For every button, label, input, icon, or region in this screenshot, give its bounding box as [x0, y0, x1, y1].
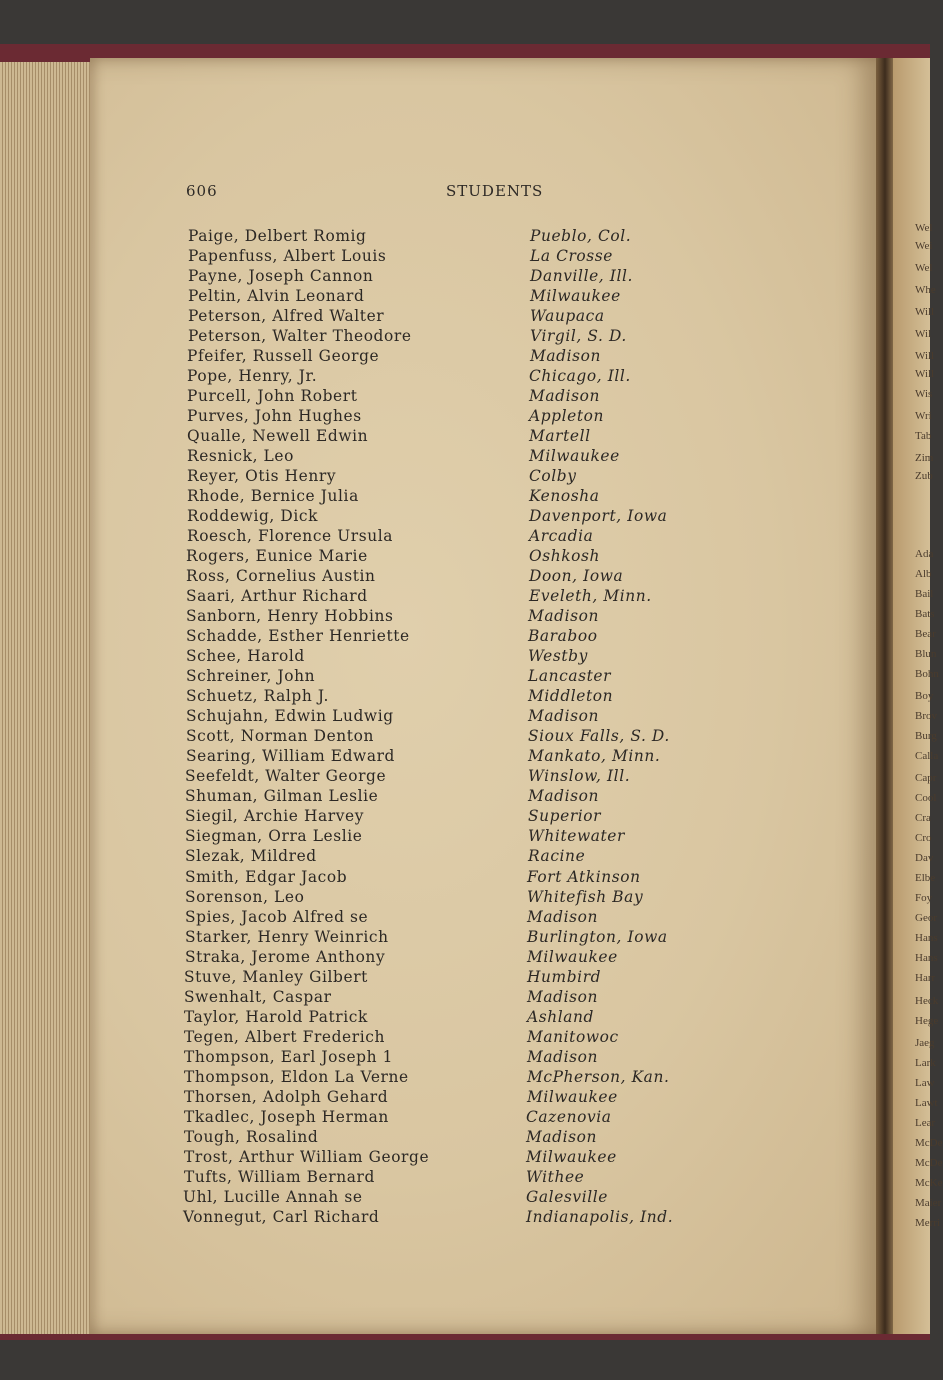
facing-page-fragment: Hege [915, 1015, 939, 1027]
list-item [0, 1108, 930, 1128]
student-name: Pope, Henry, Jr. [187, 367, 318, 386]
student-name: Siegman, Orra Leslie [185, 827, 363, 846]
student-name: Smith, Edgar Jacob [185, 867, 348, 886]
student-hometown: Westby [528, 647, 588, 666]
list-item [0, 467, 930, 487]
student-hometown: Fort Atkinson [527, 867, 641, 886]
student-name: Saari, Arthur Richard [186, 587, 368, 606]
facing-page-fragment: Bohn [915, 668, 939, 680]
facing-page-fragment: Dav [915, 852, 934, 864]
student-hometown: Lancaster [528, 667, 612, 686]
facing-page-fragment: Elbe [915, 872, 936, 884]
facing-page-fragment: Lark [915, 1057, 936, 1069]
student-hometown: Davenport, Iowa [529, 507, 668, 526]
facing-page-fragment: Wei [915, 240, 933, 252]
student-hometown: Madison [526, 1127, 597, 1146]
student-name: Tough, Rosalind [184, 1127, 319, 1146]
student-hometown: Milwaukee [526, 1147, 617, 1166]
student-hometown: Madison [530, 347, 601, 366]
facing-page-fragment: Hans [915, 932, 938, 944]
student-name: Peterson, Alfred Walter [188, 307, 385, 326]
student-hometown: Madison [527, 987, 598, 1006]
list-item [0, 1168, 930, 1188]
student-hometown: Doon, Iowa [529, 567, 624, 586]
facing-page-fragment: Alb [915, 568, 932, 580]
student-hometown: Ashland [527, 1007, 594, 1026]
facing-page-fragment: Bail [915, 588, 934, 600]
facing-page-fragment: McKe [915, 1177, 943, 1189]
student-hometown: Eveleth, Minn. [529, 587, 652, 606]
student-name: Peltin, Alvin Leonard [188, 287, 365, 306]
student-name: Siegil, Archie Harvey [185, 807, 365, 826]
list-item [0, 427, 930, 447]
student-hometown: Milwaukee [527, 1087, 618, 1106]
student-hometown: Sioux Falls, S. D. [528, 727, 670, 746]
page-header [0, 182, 930, 204]
list-item [0, 1088, 930, 1108]
facing-page-fragment: Ada [915, 548, 934, 560]
list-item [0, 367, 930, 387]
list-item [0, 1048, 930, 1068]
list-item [0, 607, 930, 627]
facing-page-fragment: Wis [915, 388, 933, 400]
list-item [0, 387, 933, 407]
facing-page-fragment: Cool [915, 792, 937, 804]
student-name: Slezak, Mildred [185, 847, 317, 866]
list-item [0, 868, 930, 888]
facing-page-fragment: Law [915, 1077, 935, 1089]
student-hometown: Manitowoc [527, 1027, 619, 1046]
list-item [0, 507, 930, 527]
student-name: Purves, John Hughes [187, 407, 362, 426]
student-name: Stuve, Manley Gilbert [184, 967, 368, 986]
student-name: Sorenson, Leo [185, 887, 305, 906]
student-hometown: Galesville [526, 1187, 608, 1206]
facing-page-fragment: Bats [915, 608, 935, 620]
list-item [0, 447, 930, 467]
facing-page-fragment: Bear [915, 628, 936, 640]
student-hometown: Winslow, Ill. [528, 767, 631, 786]
student-name: Spies, Jacob Alfred se [185, 907, 369, 926]
student-hometown: Oshkosh [529, 547, 601, 566]
student-hometown: Superior [528, 807, 602, 826]
student-name: Straka, Jerome Anthony [185, 947, 386, 966]
list-item [0, 908, 930, 928]
facing-page-fragment: Cro [915, 832, 932, 844]
facing-page-fragment: Wel [915, 222, 933, 234]
facing-page-fragment: Geor [915, 912, 937, 924]
student-hometown: Withee [526, 1167, 585, 1186]
student-hometown: Madison [528, 787, 599, 806]
student-hometown: Whitefish Bay [527, 887, 644, 906]
list-item [0, 667, 930, 687]
student-hometown: Milwaukee [527, 947, 618, 966]
facing-page-fragment: Calla [915, 750, 939, 762]
student-name: Sanborn, Henry Hobbins [186, 607, 394, 626]
student-name: Thorsen, Adolph Gehard [184, 1087, 389, 1106]
student-name: Ross, Cornelius Austin [186, 567, 376, 586]
student-name: Pfeifer, Russell George [187, 347, 380, 366]
student-name: Trost, Arthur William George [184, 1147, 430, 1166]
facing-page-fragment: Will [915, 306, 935, 318]
student-hometown: Madison [528, 607, 599, 626]
facing-page-fragment: Harr [915, 972, 936, 984]
student-hometown: Cazenovia [526, 1107, 612, 1126]
student-hometown: Whitewater [528, 827, 625, 846]
list-item [0, 1208, 930, 1228]
facing-page-fragment: Zub [915, 470, 933, 482]
facing-page-fragment: Wel [915, 262, 933, 274]
student-hometown: Mankato, Minn. [528, 747, 661, 766]
student-hometown: Madison [527, 907, 598, 926]
student-name: Searing, William Edward [186, 747, 396, 766]
student-name: Schuetz, Ralph J. [186, 687, 329, 706]
student-name: Payne, Joseph Cannon [188, 267, 374, 286]
student-name: Uhl, Lucille Annah se [183, 1187, 363, 1206]
student-hometown: Racine [528, 847, 586, 866]
list-item [0, 327, 930, 347]
student-hometown: Milwaukee [529, 447, 620, 466]
student-name: Thompson, Eldon La Verne [184, 1067, 409, 1086]
facing-page-fragment: Brov [915, 710, 937, 722]
facing-page-fragment: Lear [915, 1117, 936, 1129]
student-hometown: Madison [528, 707, 599, 726]
student-hometown: Milwaukee [530, 287, 621, 306]
running-head: STUDENTS [446, 182, 544, 200]
student-name: Shuman, Gilman Leslie [185, 787, 379, 806]
list-item [0, 948, 930, 968]
student-hometown: Humbird [527, 967, 602, 986]
list-item [0, 1068, 930, 1088]
list-item [0, 1148, 930, 1168]
student-hometown: Waupaca [530, 307, 605, 326]
student-name: Rhode, Bernice Julia [187, 487, 359, 506]
student-name: Schujahn, Edwin Ludwig [186, 707, 394, 726]
student-hometown: Chicago, Ill. [529, 367, 631, 386]
student-name: Resnick, Leo [187, 447, 294, 466]
student-name: Roesch, Florence Ursula [187, 527, 394, 546]
student-name: Swenhalt, Caspar [184, 987, 332, 1006]
student-name: Starker, Henry Weinrich [185, 927, 389, 946]
student-name: Purcell, John Robert [187, 387, 358, 406]
facing-page-fragment: Cra [915, 812, 931, 824]
list-item [0, 747, 930, 767]
facing-page-fragment: Jaeg [915, 1037, 935, 1049]
list-item [0, 1028, 930, 1048]
list-item [0, 647, 930, 667]
list-item [0, 988, 930, 1008]
student-name: Rogers, Eunice Marie [186, 547, 368, 566]
student-name: Schee, Harold [186, 647, 305, 666]
list-item [0, 227, 930, 247]
student-hometown: La Crosse [530, 247, 613, 266]
list-item [0, 267, 930, 287]
facing-page-fragment: Maier [915, 1197, 942, 1209]
student-name: Thompson, Earl Joseph 1 [184, 1047, 394, 1066]
student-name: Qualle, Newell Edwin [187, 427, 369, 446]
student-hometown: Pueblo, Col. [530, 227, 632, 245]
list-item [0, 827, 930, 847]
facing-page-fragment: Capr [915, 772, 937, 784]
list-item [0, 847, 930, 867]
list-item [0, 887, 933, 908]
student-hometown: Martell [529, 427, 591, 446]
student-name: Vonnegut, Carl Richard [183, 1207, 380, 1226]
student-name: Schreiner, John [186, 667, 316, 686]
facing-page-fragment: Burg [915, 730, 937, 742]
student-hometown: McPherson, Kan. [527, 1067, 670, 1086]
student-name: Peterson, Walter Theodore [188, 327, 412, 346]
list-item [0, 567, 930, 587]
list-item [0, 687, 930, 707]
facing-page-fragment: Boy [915, 690, 934, 702]
student-name: Papenfuss, Albert Louis [188, 247, 387, 266]
list-item [0, 527, 930, 547]
facing-page-fragment: Tab [915, 430, 932, 442]
list-item [0, 547, 930, 567]
list-item [0, 347, 930, 367]
student-name: Taylor, Harold Patrick [184, 1007, 368, 1026]
student-hometown: Indianapolis, Ind. [526, 1207, 674, 1226]
student-name: Paige, Delbert Romig [188, 227, 367, 245]
student-name: Scott, Norman Denton [186, 727, 374, 746]
list-item [0, 1188, 930, 1208]
student-name: Schadde, Esther Henriette [186, 627, 410, 646]
facing-page-fragment: Merri [915, 1217, 941, 1229]
facing-page-fragment: Blun [915, 648, 937, 660]
student-hometown: Virgil, S. D. [530, 327, 627, 346]
list-item [0, 727, 930, 747]
student-hometown: Baraboo [528, 627, 598, 646]
student-list [0, 227, 933, 1228]
facing-page-fragment: Wil [915, 328, 932, 340]
list-item [0, 1008, 930, 1028]
student-name: Tkadlec, Joseph Herman [184, 1107, 389, 1126]
list-item [0, 247, 930, 267]
student-hometown: Middleton [528, 687, 614, 706]
facing-page-fragment: Will [915, 368, 935, 380]
list-item [0, 968, 930, 988]
student-hometown: Madison [527, 1047, 598, 1066]
list-item [0, 1128, 930, 1148]
student-hometown: Appleton [529, 407, 605, 426]
list-item [0, 807, 930, 827]
list-item [0, 787, 930, 807]
facing-page-fragment: Hans [915, 952, 938, 964]
student-hometown: Colby [529, 467, 577, 486]
list-item [0, 307, 930, 327]
student-hometown: Madison [529, 387, 600, 406]
facing-page-fragment: Heck [915, 995, 939, 1007]
student-hometown: Burlington, Iowa [527, 927, 668, 946]
facing-page-fragment: Whe [915, 284, 936, 296]
list-item [0, 928, 930, 948]
student-name: Tufts, William Bernard [184, 1167, 375, 1186]
student-hometown: Kenosha [529, 487, 600, 506]
student-name: Tegen, Albert Frederich [184, 1027, 385, 1046]
student-name: Seefeldt, Walter George [185, 767, 387, 786]
list-item [0, 707, 930, 727]
list-item [0, 487, 930, 507]
list-item [0, 587, 930, 607]
list-item [0, 627, 930, 647]
facing-page-fragment: Zim [915, 452, 934, 464]
facing-page-fragment: McDe [915, 1137, 943, 1149]
facing-page-fragment: Lawt [915, 1097, 938, 1109]
student-hometown: Arcadia [529, 527, 594, 546]
facing-page-fragment: McDe [915, 1157, 943, 1169]
list-item [0, 287, 930, 307]
list-item [0, 767, 930, 787]
student-name: Reyer, Otis Henry [187, 467, 337, 486]
list-item [0, 407, 930, 427]
student-hometown: Danville, Ill. [530, 267, 633, 286]
facing-page-fragment: Foy [915, 892, 933, 904]
student-name: Roddewig, Dick [187, 507, 319, 526]
facing-page-fragment: Will [915, 350, 935, 362]
facing-page-fragment: Wri [915, 410, 932, 422]
page-number: 606 [186, 182, 218, 200]
